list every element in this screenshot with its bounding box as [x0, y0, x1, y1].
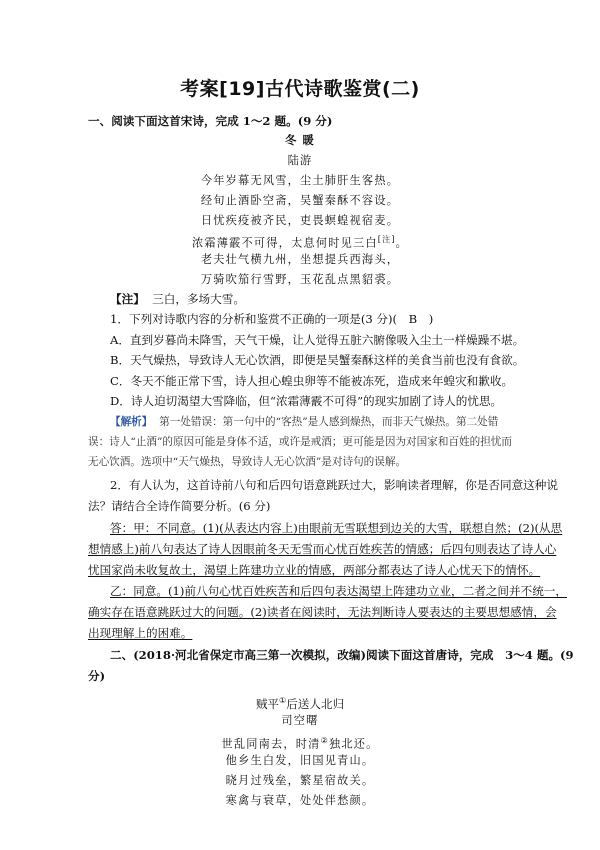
poem1-line-3: 日忧疾疫被齐民，吏畏螟蝗视宿麦。 — [200, 214, 400, 227]
poem2-title-mark: ① — [279, 696, 287, 705]
analysis-line-1 — [110, 415, 498, 430]
answer-line-4: 乙：同意。(1)前八句心忧百姓疾苦和后四句表达渴望上阵建功立业，二者之间并不统一， — [110, 584, 567, 598]
answer-line-1: 答：甲：不同意。(1)(从表达内容上)由眼前无雪联想到边关的大雪，联想自然；(2)(从思 — [110, 521, 563, 535]
question-2-line-1: 2．有人认为，这首诗前八句和后四句语意跳跃过大，影响读者理解，你是否同意这种说 — [110, 478, 558, 492]
poem1-line-2: 经旬止酒卧空斋，吴蟹秦酥不容设。 — [200, 194, 400, 207]
poem2-line-1b: 独北还。 — [328, 737, 379, 751]
answer-line-3: 忧国家尚未收复故土，渴望上阵建功立业的情感，两部分都表达了诗人心忧天下的情怀。 — [88, 563, 541, 577]
section2-heading-line-1: 二、(2018·河北省保定市高三第一次模拟，改编)阅读下面这首唐诗，完成 3～4 题。(9 — [110, 648, 574, 662]
poem2-line-1a: 世乱同南去，时清 — [221, 737, 321, 751]
poem1-line-1: 今年岁幕无风雪，尘土肺肝生客热。 — [200, 174, 400, 187]
question-2-line-2: 法？请结合全诗作简要分析。(6 分) — [88, 499, 271, 513]
poem1-line-4-end: 。 — [395, 236, 409, 250]
poem2-title-b: 后送人北归 — [286, 696, 345, 711]
poem2-line-1-mark: ② — [320, 736, 329, 745]
poem2-title-a: 贼平 — [255, 696, 280, 711]
analysis-text-1: 第一处错误：第一句中的“客热”是人感到燥热，而非天气燥热。第二处错 — [159, 416, 499, 428]
poem2-author: 司空曙 — [281, 714, 319, 727]
page-title: 考案[19]古代诗歌鉴赏(二) — [180, 78, 420, 100]
poem2-line-1 — [0, 733, 600, 752]
poem1-note — [110, 292, 245, 307]
answer-line-6: 出现理解上的困难。 — [88, 626, 193, 640]
poem2-title — [0, 693, 600, 712]
answer-line-2: 想情感上)前八句表达了诗人因眼前冬天无雪而心忧百姓疾苦的情感；后四句则表达了诗人心 — [88, 542, 557, 556]
q1-option-a: A．直到岁暮尚未降雪，天气干燥，让人觉得五脏六腑像吸入尘土一样燥躁不堪。 — [110, 333, 525, 347]
analysis-line-3: 无心饮酒。选项中“天气燥热，导致诗人无心饮酒”是对诗句的误解。 — [88, 456, 407, 468]
analysis-line-2: 误：诗人“止酒”的原因可能是身体不适，或许是戒酒；更可能是因为对国家和百姓的担忧而 — [88, 436, 512, 448]
poem1-line-4 — [0, 232, 600, 251]
poem1-line-6: 万骑吹笳行雪野，玉花乱点黑貂裘。 — [200, 273, 400, 286]
note-text: 三白，多场大雪。 — [152, 292, 245, 306]
poem1-line-4-text: 浓霜薄霰不可得，太息何时见三白 — [191, 236, 378, 250]
section1-heading: 一、阅读下面这首宋诗，完成 1～2 题。(9 分) — [88, 114, 333, 128]
section2-heading-line-2: 分) — [88, 669, 106, 683]
poem1-title: 冬 暖 — [285, 133, 315, 147]
analysis-label: 【解析】 — [110, 416, 153, 428]
poem1-author: 陆游 — [287, 154, 313, 167]
poem1-line-5: 老夫壮气横九州，坐想提兵西海头， — [200, 253, 400, 266]
poem1-note-mark: [注] — [377, 235, 396, 244]
poem2-line-2: 他乡生白发，旧国见青山。 — [225, 754, 375, 767]
note-label: 【注】 — [110, 292, 145, 306]
q1-option-b: B．天气燥热，导致诗人无心饮酒，即便是吴蟹秦酥这样的美食当前也没有食欲。 — [110, 353, 525, 367]
q1-option-d: D．诗人迫切渴望大雪降临，但“浓霜薄霰不可得”的现实加剧了诗人的忧思。 — [110, 394, 503, 408]
answer-line-5: 确实存在语意跳跃过大的问题。(2)读者在阅读时，无法判断诗人要表达的主要思想感情，会 — [88, 605, 557, 619]
poem2-line-3: 晓月过残垒，繁星宿故关。 — [225, 774, 375, 787]
poem2-line-4: 寒禽与衰草，处处伴愁颜。 — [225, 794, 375, 807]
question-1: 1．下列对诗歌内容的分析和鉴赏不正确的一项是(3 分)( B ) — [110, 312, 434, 326]
q1-option-c: C．冬天不能正常下雪，诗人担心蝗虫卵等不能被冻死，造成来年蝗灾和歉收。 — [110, 374, 514, 388]
